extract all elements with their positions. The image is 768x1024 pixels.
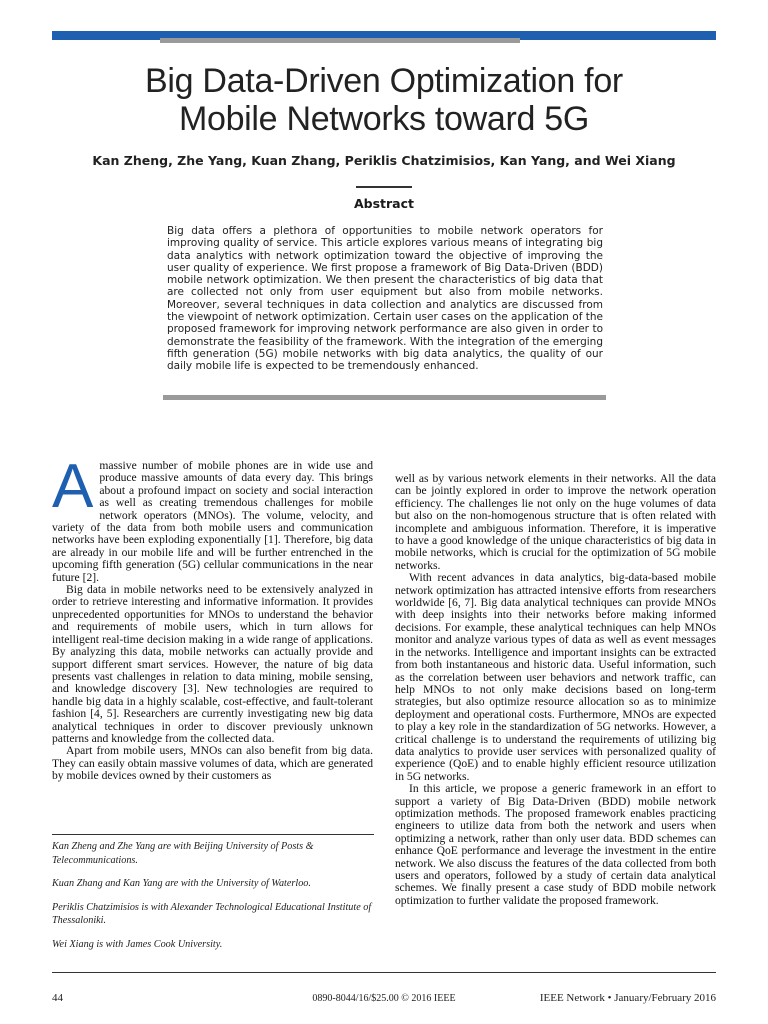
paragraph: In this article, we propose a generic framework in an effort to support a variety of Big Data-Driven (BDD) mobile network optimization methods. The proposed framework enables practicing engineers to utilize data from both the network and users when optimizing a network, rather than only user data. BDD schemes can enhance QoE performance and leverage the investment in the entire network. We also discuss the features of the data collected from both users and operators, followed by a study of certain data analytical schemes. We finally present a case study of BDD mobile network optimization to further validate the proposed framework. bbox=[395, 782, 716, 907]
author-affiliations bbox=[52, 840, 372, 961]
author-list: Kan Zheng, Zhe Yang, Kuan Zhang, Periklis Chatzimisios, Kan Yang, and Wei Xiang bbox=[92, 153, 676, 168]
affiliation-note: Wei Xiang is with James Cook University. bbox=[52, 938, 223, 950]
header-gray-bar bbox=[160, 38, 520, 43]
abstract-heading: Abstract bbox=[353, 196, 415, 211]
footer-rule bbox=[52, 972, 716, 973]
affiliation-note: Kan Zheng and Zhe Yang are with Beijing University of Posts & Telecommunications. bbox=[52, 841, 314, 866]
paragraph bbox=[52, 452, 373, 584]
drop-cap: A bbox=[52, 452, 94, 521]
body-column-left bbox=[52, 452, 373, 783]
paragraph: Apart from mobile users, MNOs can also benefit from big data. They can easily obtain massive volumes of data, which are generated by mobile devices owned by their customers as bbox=[52, 744, 373, 783]
abstract-text: Big data offers a plethora of opportunities to mobile network operators for improving quality of service. This article explores various means of integrating big data analytics with network optimization toward the objective of improving the user quality of experience. We first propose a framework of Big Data-Driven (BDD) mobile network optimization. We then present the characteristics of big data that are collected not only from user equipment but also from mobile networks. Moreover, several techniques in data collection and analytics are discussed from the viewpoint of network optimization. Certain user cases on the application of the proposed framework for improving network performance are also given in order to demonstrate the feasibility of the framework. With the integration of the emerging fifth generation (5G) mobile networks with big data analytics, the quality of our daily mobile life is expected to be tremendously enhanced. bbox=[167, 225, 603, 373]
article-title bbox=[40, 62, 728, 138]
abstract-bottom-rule bbox=[163, 395, 606, 400]
abstract-top-rule bbox=[356, 186, 412, 188]
title-line-1: Big Data-Driven Optimization for bbox=[145, 62, 623, 100]
paragraph-text: massive number of mobile phones are in wide use and produce massive amounts of data every day. This brings about a profound impact on society and social interaction as well as creating tremendous challenges for mobile network operators (MNOs). The volume, velocity, and variety of the data from both mobile users and communication networks have been exploding exponentially [1]. Therefore, big data are already in our mobile life and will be further entrenched in the upcoming fifth generation (5G) cellular communications in the near future [2]. bbox=[52, 459, 373, 584]
title-line-2: Mobile Networks toward 5G bbox=[178, 100, 590, 138]
page-number: 44 bbox=[52, 992, 63, 1004]
copyright-line: 0890-8044/16/$25.00 © 2016 IEEE bbox=[312, 993, 456, 1004]
footnote-rule bbox=[52, 834, 374, 835]
paragraph: With recent advances in data analytics, big-data-based mobile network optimization has attracted intensive efforts from researchers worldwide [6, 7]. Big data analytical techniques can provide MNOs with deep insights into their networks before making informed decisions. For example, these analytical techniques can help MNOs monitor and analyze various types of data as well as event messages in the networks. Intelligence and important insights can be extracted from both instantaneous and historic data. Useful information, such as the correlation between user behaviors and network traffic, can help MNOs to not only make decisions based on long-term strategies, but also optimize resource allocation so as to minimize deployment and operational costs. Furthermore, MNOs are expected to play a key role in the standardization of 5G networks. However, a critical challenge is to understand the requirements of utilizing big data analytics to provide user services with personalized quality of experience (QoE) and to enable highly efficient resource utilization in 5G networks. bbox=[395, 571, 716, 783]
affiliation-note: Periklis Chatzimisios is with Alexander Technological Educational Institute of Thessaloniki. bbox=[52, 901, 372, 926]
body-column-right bbox=[395, 473, 716, 907]
paragraph: well as by various network elements in their networks. All the data can be jointly explored in order to improve the network operation efficiency. The challenges lie not only on the huge volumes of data but also on the non-homogenous structure that is often related with incomplete and ambiguous information. Therefore, it is imperative to have a good knowledge of the unique characteristics of big data in mobile networks, which is crucial for the optimization of 5G mobile networks. bbox=[395, 472, 716, 572]
paragraph: Big data in mobile networks need to be extensively analyzed in order to retrieve interesting and informative information. It provides unprecedented opportunities for MNOs to understand the behavior and requirements of mobile users, which in turn allows for intelligent real-time decision making in a wide range of applications. By analyzing this data, mobile networks can actually provide and support different smart services. However, the nature of big data presents vast challenges in relation to data mining, mobile sensing, and knowledge discovery [3]. New technologies are required to handle big data in a highly scalable, cost-effective, and fault-tolerant fashion [4, 5]. Researchers are currently investigating new big data analytical techniques in order to discover previously unknown patterns and knowledge from the collected data. bbox=[52, 583, 373, 745]
journal-issue: IEEE Network • January/February 2016 bbox=[539, 992, 716, 1004]
affiliation-note: Kuan Zhang and Kan Yang are with the University of Waterloo. bbox=[52, 878, 311, 889]
